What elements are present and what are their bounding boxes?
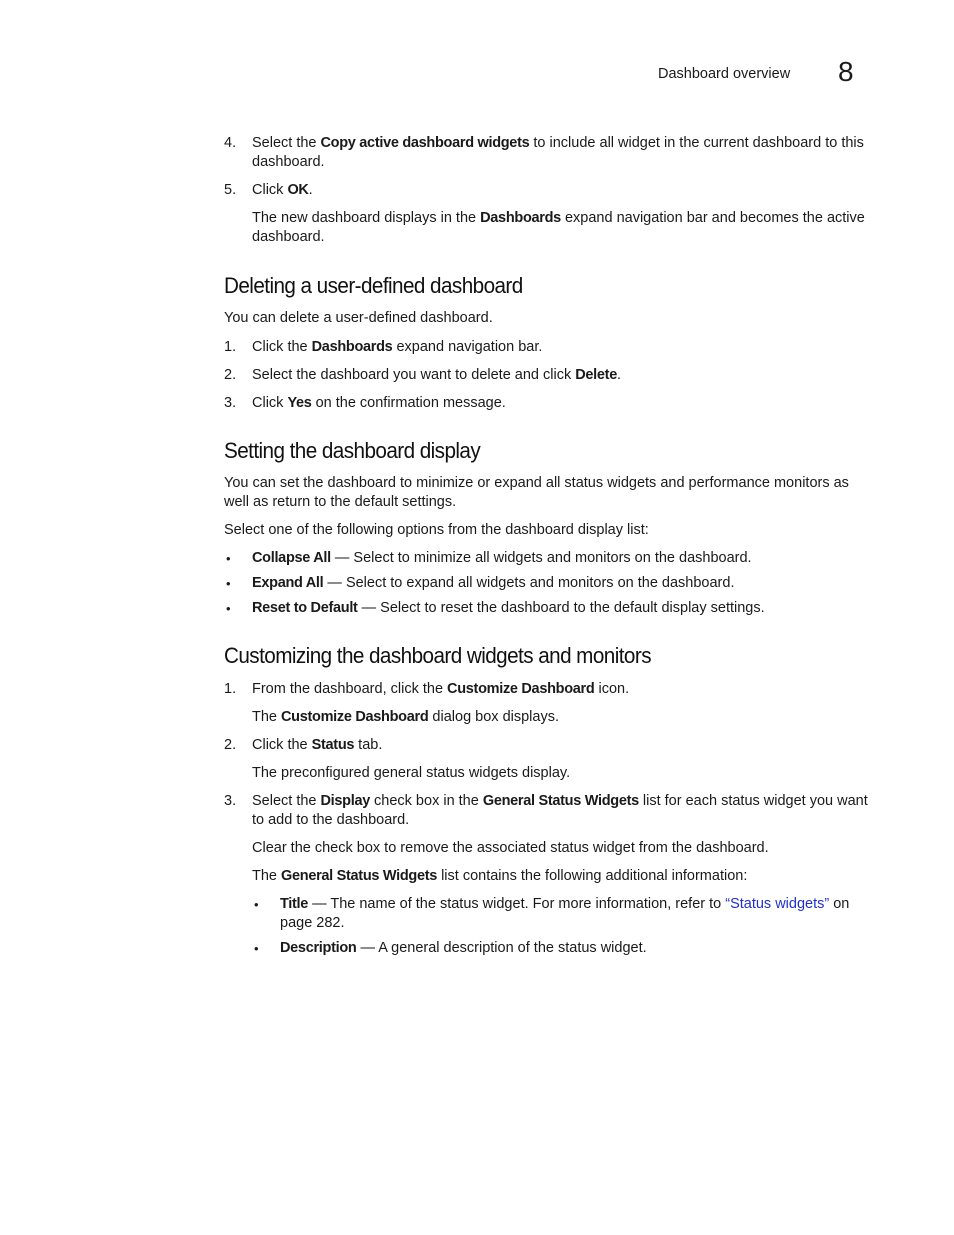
step-text: From the dashboard, click the: [252, 681, 448, 697]
step-text: Click: [252, 395, 288, 411]
procedure-step-3: [224, 394, 872, 413]
bullet-glyph: •: [226, 601, 231, 616]
bullet-text: — The name of the status widget. For more information, refer to: [308, 896, 726, 912]
ui-term: General Status Widgets: [281, 868, 438, 884]
step-text: icon.: [594, 681, 630, 697]
bullet-item-title: [224, 895, 872, 933]
step-number: 3.: [224, 793, 237, 809]
ui-term: Delete: [575, 367, 617, 383]
procedure-step-4: [224, 134, 872, 172]
bullet-glyph: •: [254, 897, 259, 912]
step-text: to include all widget in the current dashboard to this dashboard.: [252, 135, 864, 170]
procedure-step-5: [224, 181, 872, 200]
step-number: 5.: [224, 182, 237, 198]
step-number: 2.: [224, 367, 237, 383]
step-text: Click: [252, 182, 288, 198]
cross-reference-link[interactable]: “Status widgets”: [725, 896, 830, 912]
bullet-glyph: •: [226, 576, 231, 591]
running-header-section-title: Dashboard overview: [658, 66, 791, 82]
step-number: 1.: [224, 681, 237, 697]
section-heading-display: Setting the dashboard display: [224, 438, 481, 463]
result-text: expand navigation bar and becomes the active dashboard.: [252, 210, 865, 245]
step-text: Select the: [252, 135, 321, 151]
section-intro: You can delete a user-defined dashboard.: [224, 310, 493, 326]
step-text: tab.: [354, 737, 383, 753]
result-text: dialog box displays.: [428, 709, 559, 725]
ui-term: Display: [320, 793, 370, 809]
bullet-glyph: •: [254, 941, 259, 956]
section-intro: You can set the dashboard to minimize or expand all status widgets and performance monitors as well as return to the default settings.: [224, 475, 849, 510]
ui-term: Expand All: [252, 575, 324, 591]
ui-term: Reset to Default: [252, 600, 358, 616]
chapter-number: 8: [838, 56, 854, 87]
ui-term: Dashboards: [480, 210, 561, 226]
step-note: Clear the check box to remove the associated status widget from the dashboard.: [252, 840, 769, 856]
list-intro: [224, 867, 872, 886]
procedure-step-1: [224, 338, 872, 357]
bullet-text: on page 282.: [280, 896, 850, 931]
procedure-step-1: [224, 680, 872, 699]
step-text: expand navigation bar.: [392, 339, 543, 355]
bullet-item-reset-to-default: [224, 599, 872, 618]
step-text: Click the: [252, 339, 312, 355]
page-header: [0, 56, 954, 96]
ui-term: Customize Dashboard: [447, 681, 595, 697]
ui-term: Customize Dashboard: [281, 709, 429, 725]
step-number: 3.: [224, 395, 237, 411]
list-intro: Select one of the following options from the dashboard display list:: [224, 522, 649, 538]
step-text: Select the: [252, 793, 321, 809]
bullet-item-expand-all: [224, 574, 872, 593]
section-heading-customizing: Customizing the dashboard widgets and monitors: [224, 643, 651, 668]
step-result: [224, 708, 872, 727]
document-body: [224, 134, 872, 958]
step-text: .: [308, 182, 313, 198]
step-number: 4.: [224, 135, 237, 151]
list-intro-text: list contains the following additional information:: [437, 868, 748, 884]
bullet-text: — Select to reset the dashboard to the default display settings.: [357, 600, 765, 616]
step-text: check box in the: [370, 793, 483, 809]
section-heading-deleting: Deleting a user-defined dashboard: [224, 273, 523, 298]
step-number: 2.: [224, 737, 237, 753]
step-text: list for each status widget you want to add to the dashboard.: [252, 793, 868, 828]
bullet-text: — A general description of the status widget.: [356, 940, 647, 956]
step-text: .: [616, 367, 621, 383]
step-text: Select the dashboard you want to delete and click: [252, 367, 576, 383]
step-result: The preconfigured general status widgets display.: [252, 765, 571, 781]
bullet-text: — Select to minimize all widgets and monitors on the dashboard.: [330, 550, 752, 566]
bullet-item-collapse-all: [224, 549, 872, 568]
ui-term: Collapse All: [252, 550, 331, 566]
procedure-step-3: [224, 792, 872, 830]
step-text: on the confirmation message.: [311, 395, 506, 411]
ui-term: General Status Widgets: [482, 793, 639, 809]
ui-term: Copy active dashboard widgets: [320, 135, 530, 151]
ui-term: Description: [280, 940, 357, 956]
bullet-glyph: •: [226, 551, 231, 566]
procedure-step-2: [224, 366, 872, 385]
ui-term: Title: [280, 896, 309, 912]
step-number: 1.: [224, 339, 237, 355]
ui-term: Status: [311, 737, 355, 753]
ui-term: OK: [287, 182, 309, 198]
list-intro-text: The: [252, 868, 282, 884]
result-text: The new dashboard displays in the: [252, 210, 481, 226]
ui-term: Dashboards: [311, 339, 393, 355]
procedure-step-2: [224, 736, 872, 755]
step-text: Click the: [252, 737, 312, 753]
result-text: The: [252, 709, 282, 725]
bullet-text: — Select to expand all widgets and monitors on the dashboard.: [323, 575, 735, 591]
ui-term: Yes: [287, 395, 312, 411]
step-result: [224, 209, 872, 247]
bullet-item-description: [224, 939, 872, 958]
